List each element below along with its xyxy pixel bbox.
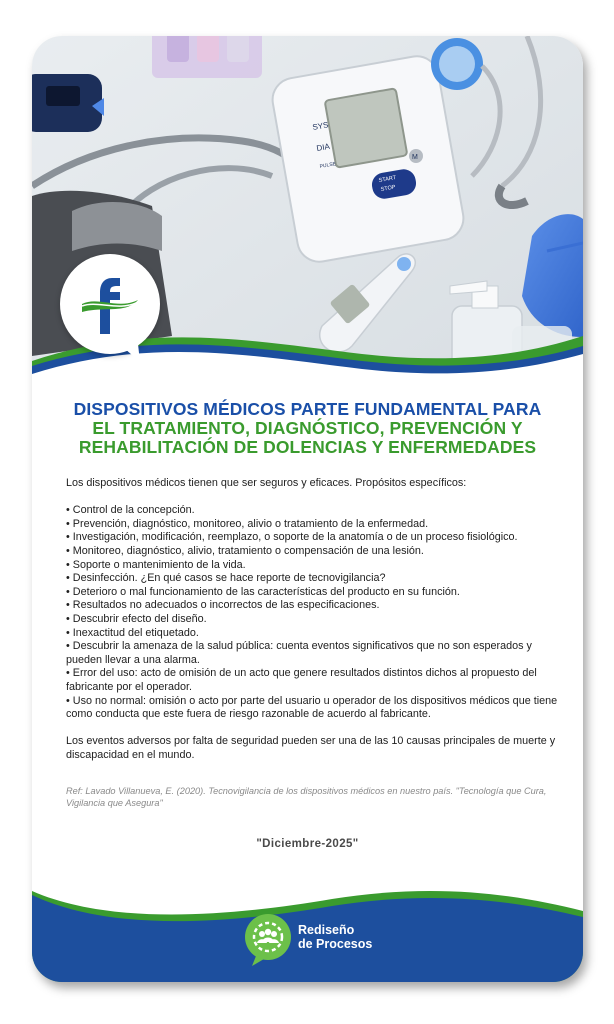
closing-paragraph: Los eventos adversos por falta de seguridad pueden ser una de las 10 causas principales de muerte y discapacidad en el mundo. [66, 735, 556, 761]
dia-label: DIA [315, 141, 331, 153]
bullet-item: • Desinfección. ¿En qué casos se hace reporte de tecnovigilancia? [66, 572, 386, 585]
brand-name [298, 923, 372, 951]
title-line-2: EL TRATAMIENTO, DIAGNÓSTICO, PREVENCIÓN Y [92, 418, 523, 438]
bullet-item: • Deterioro o mal funcionamiento de las características del producto en su función. [66, 585, 460, 598]
start-label: START [378, 175, 397, 184]
intro-paragraph: Los dispositivos médicos tienen que ser seguros y eficaces. Propósitos específicos: [66, 477, 467, 489]
f-logo-icon [60, 254, 160, 354]
title-line-1: DISPOSITIVOS MÉDICOS PARTE FUNDAMENTAL PARA [73, 399, 542, 419]
poster-card [32, 36, 583, 982]
stop-label: STOP [380, 184, 397, 193]
bullet-item: • Control de la concepción. [66, 504, 195, 517]
title-line-3: REHABILITACIÓN DE DOLENCIAS Y ENFERMEDADES [78, 437, 537, 457]
bullet-item: • Prevención, diagnóstico, monitoreo, alivio o tratamiento de la enfermedad. [66, 517, 429, 530]
body-text [66, 477, 566, 762]
m-label: M [412, 154, 418, 161]
bullet-item: • Descubrir efecto del diseño. [66, 612, 207, 625]
bullet-item: • Uso no normal: omisión o acto por parte del usuario u operador de los dispositivos médicos que tiene como conducta que este fuera de riesgo razonable de acuerdo al fabricante. [66, 694, 558, 721]
bullet-item: • Monitoreo, diagnóstico, alivio, tratamiento o compensación de una lesión. [66, 544, 424, 557]
reference-citation: Ref: Lavado Villanueva, E. (2020). Tecnovigilancia de los dispositivos médicos en nuestro país. "Tecnología que Cura, Vigilancia que Asegura" [66, 786, 547, 808]
bullet-item: • Investigación, modificación, reemplazo, o soporte de la anatomía o de un proceso fisiológico. [66, 531, 518, 544]
brand-line-1: Rediseño [298, 923, 355, 937]
sys-label: SYS [311, 120, 330, 132]
page-title [52, 400, 563, 457]
bullet-item: • Resultados no adecuados o incorrectos de las especificaciones. [66, 599, 380, 612]
bullet-item: • Error del uso: acto de omisión de un acto que genere resultados distintos dichos al propuesto del fabricante por el operador. [66, 667, 537, 693]
brand-line-2: de Procesos [298, 937, 373, 951]
bullet-item: • Inexactitud del etiquetado. [66, 626, 199, 639]
bullet-item: • Soporte o mantenimiento de la vida. [66, 558, 246, 571]
date-label: "Diciembre-2025" [256, 838, 359, 850]
pulse-label: PULSE [319, 161, 337, 170]
people-gear-icon [242, 912, 294, 968]
bullet-item: • Descubrir la amenaza de la salud pública: cuenta eventos significativos que no son esperados y pueden llevar a una alarma. [66, 640, 532, 666]
